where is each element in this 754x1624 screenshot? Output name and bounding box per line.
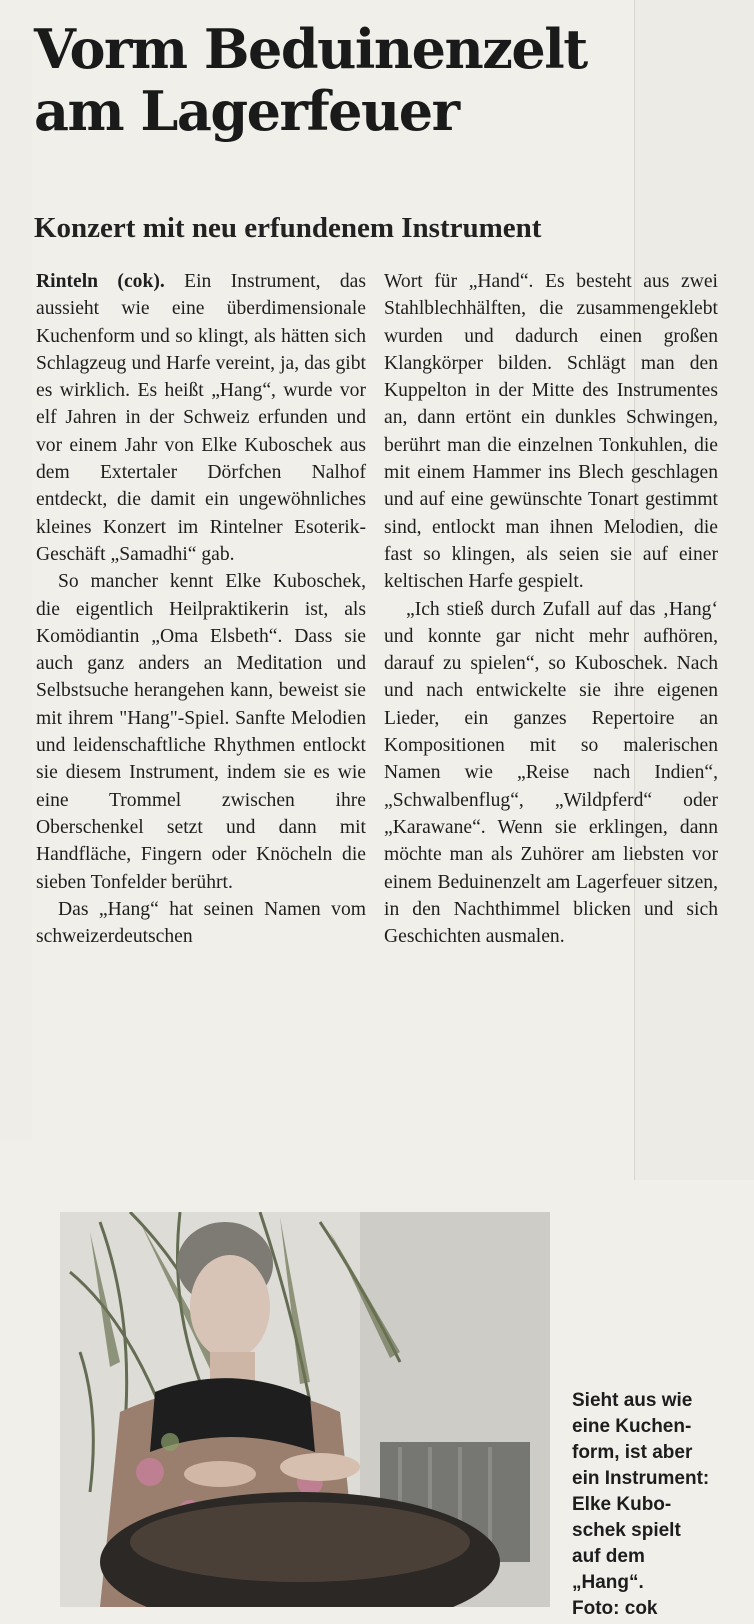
- article-photo: [60, 1212, 550, 1607]
- photo-illustration: [60, 1212, 550, 1607]
- subheadline: Konzert mit neu erfundenem Instrument: [34, 212, 542, 244]
- paragraph-4: Wort für „Hand“. Es besteht aus zwei Stahlblechhälften, die zusammengeklebt wurden und dadurch einen großen Klangkörper bilden. Schlägt man den Kuppelton in der Mitte des Instrumentes an, dann ertönt ein dunkles Schwingen, berührt man die einzelnen Tonkuhlen, die mit einem Hammer ins Blech geschlagen und auf eine gewünschte Tonart gestimmt sind, entlockt man ihnen Melodien, die fast so klingen, als seien sie auf einer keltischen Harfe gespielt.: [384, 271, 718, 593]
- paragraph-3: Das „Hang“ hat seinen Namen vom schweizerdeutschen: [36, 898, 366, 948]
- article-column-left: [36, 268, 366, 950]
- caption-line: Elke Kubo-: [572, 1494, 672, 1515]
- photo-caption: [572, 1388, 752, 1622]
- caption-line: schek spielt: [572, 1520, 681, 1541]
- paragraph-1-text: Ein Instrument, das aussieht wie eine überdimensionale Kuchenform und so klingt, als hätten sich Schlagzeug und Harfe vereint, ja, das gibt es wirklich. Es heißt „Hang“, wurde vor elf Jahren in der Schweiz erfunden und vor einem Jahr von Elke Kuboschek aus dem Extertaler Dörfchen Nalhof entdeckt, die damit ein ungewöhnliches kleines Konzert im Rintelner Esoterik-Geschäft „Samadhi“ gab.: [36, 271, 366, 565]
- adjacent-page-margin-left: [0, 40, 32, 1140]
- headline-line-2: am Lagerfeuer: [34, 79, 459, 143]
- caption-line: ein Instrument:: [572, 1468, 710, 1489]
- paragraph-2: So mancher kennt Elke Kuboschek, die eigentlich Heilpraktikerin ist, als Komödiantin „Oma Elsbeth“. Dass sie auch ganz anders an Meditation und Selbstsuche herangehen kann, beweist sie mit ihrem "Hang"-Spiel. Sanfte Melodien und leidenschaftliche Rhythmen entlockt sie diesem Instrument, indem sie es wie eine Trommel zwischen ihre Oberschenkel setzt und dann mit Handfläche, Fingern oder Knöcheln die sieben Tonfelder berührt.: [36, 571, 366, 893]
- caption-line: Sieht aus wie: [572, 1390, 693, 1411]
- headline-line-1: Vorm Beduinenzelt: [34, 17, 587, 81]
- dateline: Rinteln (cok).: [36, 271, 165, 292]
- paragraph-5: „Ich stieß durch Zufall auf das ‚Hang‘ und konnte gar nicht mehr aufhören, darauf zu spielen“, so Kuboschek. Nach und nach entwickelte sie ihre eigenen Lieder, ein ganzes Repertoire an Kompositionen mit so malerischen Namen wie „Reise nach Indien“, „Schwalbenflug“, „Wildpferd“ oder „Karawane“. Wenn sie erklingen, dann möchte man als Zuhörer am liebsten vor einem Beduinenzelt am Lagerfeuer sitzen, in den Nachthimmel blicken und sich Geschichten ausmalen.: [384, 598, 718, 948]
- photo-credit: Foto: cok: [572, 1598, 658, 1619]
- caption-line: auf dem: [572, 1546, 645, 1567]
- caption-line: form, ist aber: [572, 1442, 693, 1463]
- caption-line: eine Kuchen-: [572, 1416, 692, 1437]
- headline: [34, 18, 654, 142]
- caption-line: „Hang“.: [572, 1572, 644, 1593]
- article-column-right: [384, 268, 718, 950]
- paragraph-1: [36, 268, 366, 568]
